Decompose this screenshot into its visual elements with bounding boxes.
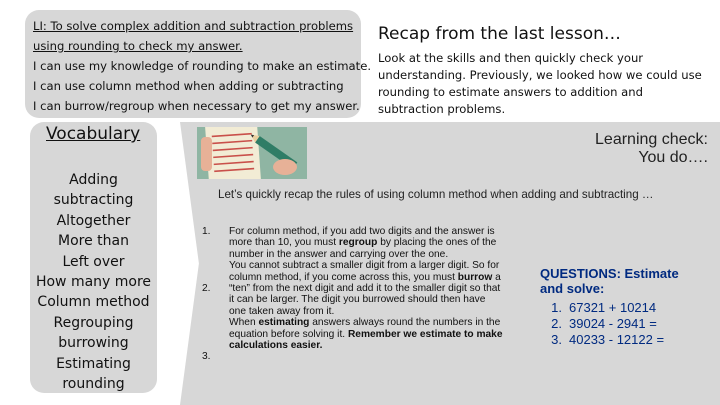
questions-heading-line1: QUESTIONS: Estimate [540, 266, 679, 281]
vocab-word: Left over [62, 253, 125, 270]
li-criterion-3: I can burrow/regroup when necessary to get my answer. [33, 99, 360, 113]
question-number: 2. [551, 316, 562, 331]
rule-3-text: When [229, 317, 259, 329]
vocabulary-list [30, 170, 157, 394]
questions-list [540, 300, 664, 348]
rule-3-keyword: estimating [258, 317, 310, 329]
question-text: 40233 - 12122 = [569, 332, 665, 347]
recap-line-2: understanding. Previously, we looked how we could use [378, 68, 702, 82]
rule-2-keyword: burrow [457, 271, 493, 283]
li-heading-line1: LI: To solve complex addition and subtraction problems [33, 19, 354, 33]
li-criterion-1: I can use my knowledge of rounding to make an estimate. [33, 59, 372, 73]
rule-2-text: You cannot subtract a smaller digit from a larger digit. So for column method, if you come across this, you must [229, 260, 500, 283]
notebook-pencil-icon [197, 127, 307, 179]
vocab-word: burrowing [58, 335, 129, 352]
vocab-word: Altogether [56, 212, 131, 229]
recap-line-1: Look at the skills and then quickly check your [378, 51, 644, 65]
li-criterion-2: I can use column method when adding or subtracting [33, 79, 344, 93]
rule-3-reminder: Remember we estimate to make calculations easier. [229, 328, 503, 352]
vocab-word: rounding [62, 376, 125, 393]
vocab-word: How many more [35, 274, 152, 291]
vocab-word: Regrouping [53, 314, 134, 331]
recap-line-4: subtraction problems. [378, 102, 506, 116]
recap-title: Recap from the last lesson… [378, 24, 621, 44]
question-item [540, 332, 664, 348]
question-item [540, 300, 664, 316]
recap-line-3: rounding to estimate answers to addition and [378, 85, 643, 99]
rule-2 [229, 260, 503, 317]
li-heading-line2: using rounding to check my answer. [33, 39, 243, 53]
question-number: 3. [551, 332, 562, 347]
vocab-word: Adding [69, 172, 118, 188]
rule-3-text-mid: answers always round the numbers in the equation before solving it. [229, 317, 501, 340]
rule-1 [229, 226, 503, 260]
vocab-word: More than [58, 233, 129, 250]
rule-1-keyword: regroup [338, 237, 378, 249]
questions-heading-line2: and solve: [540, 281, 605, 296]
vocab-word: Column method [37, 294, 150, 311]
question-text: 39024 - 2941 = [569, 316, 657, 331]
question-item [540, 316, 664, 332]
questions-heading [540, 266, 679, 296]
rule-number-1: 1. [202, 226, 211, 237]
rules-intro: Let’s quickly recap the rules of using column method when adding and subtracting … [218, 188, 654, 201]
rule-2-text-end: a “ten” from the next digit and add it to the smaller digit so that it can be larger. The digit you burrowed should then have one taken away from it. [229, 271, 501, 317]
learning-check-heading [595, 131, 708, 167]
learning-check-line1: Learning check: [595, 131, 708, 148]
vocab-word: Estimating [56, 355, 131, 372]
rule-number-3: 3. [202, 351, 211, 362]
question-text: 67321 + 10214 [569, 300, 657, 315]
learning-intention-box [25, 10, 372, 118]
rules-list [229, 226, 503, 351]
learning-check-line2: You do…. [638, 149, 708, 166]
rule-3 [229, 317, 503, 351]
rule-number-2: 2. [202, 283, 211, 294]
rule-1-text-end: by placing the ones of the number in the answer and carrying over the one. [229, 237, 497, 260]
vocab-word: subtracting [53, 192, 134, 209]
vocabulary-title: Vocabulary [46, 124, 141, 144]
question-number: 1. [551, 300, 562, 315]
rule-1-text: For column method, if you add two digits and the answer is more than 10, you must [229, 226, 495, 249]
recap-body [378, 50, 708, 118]
